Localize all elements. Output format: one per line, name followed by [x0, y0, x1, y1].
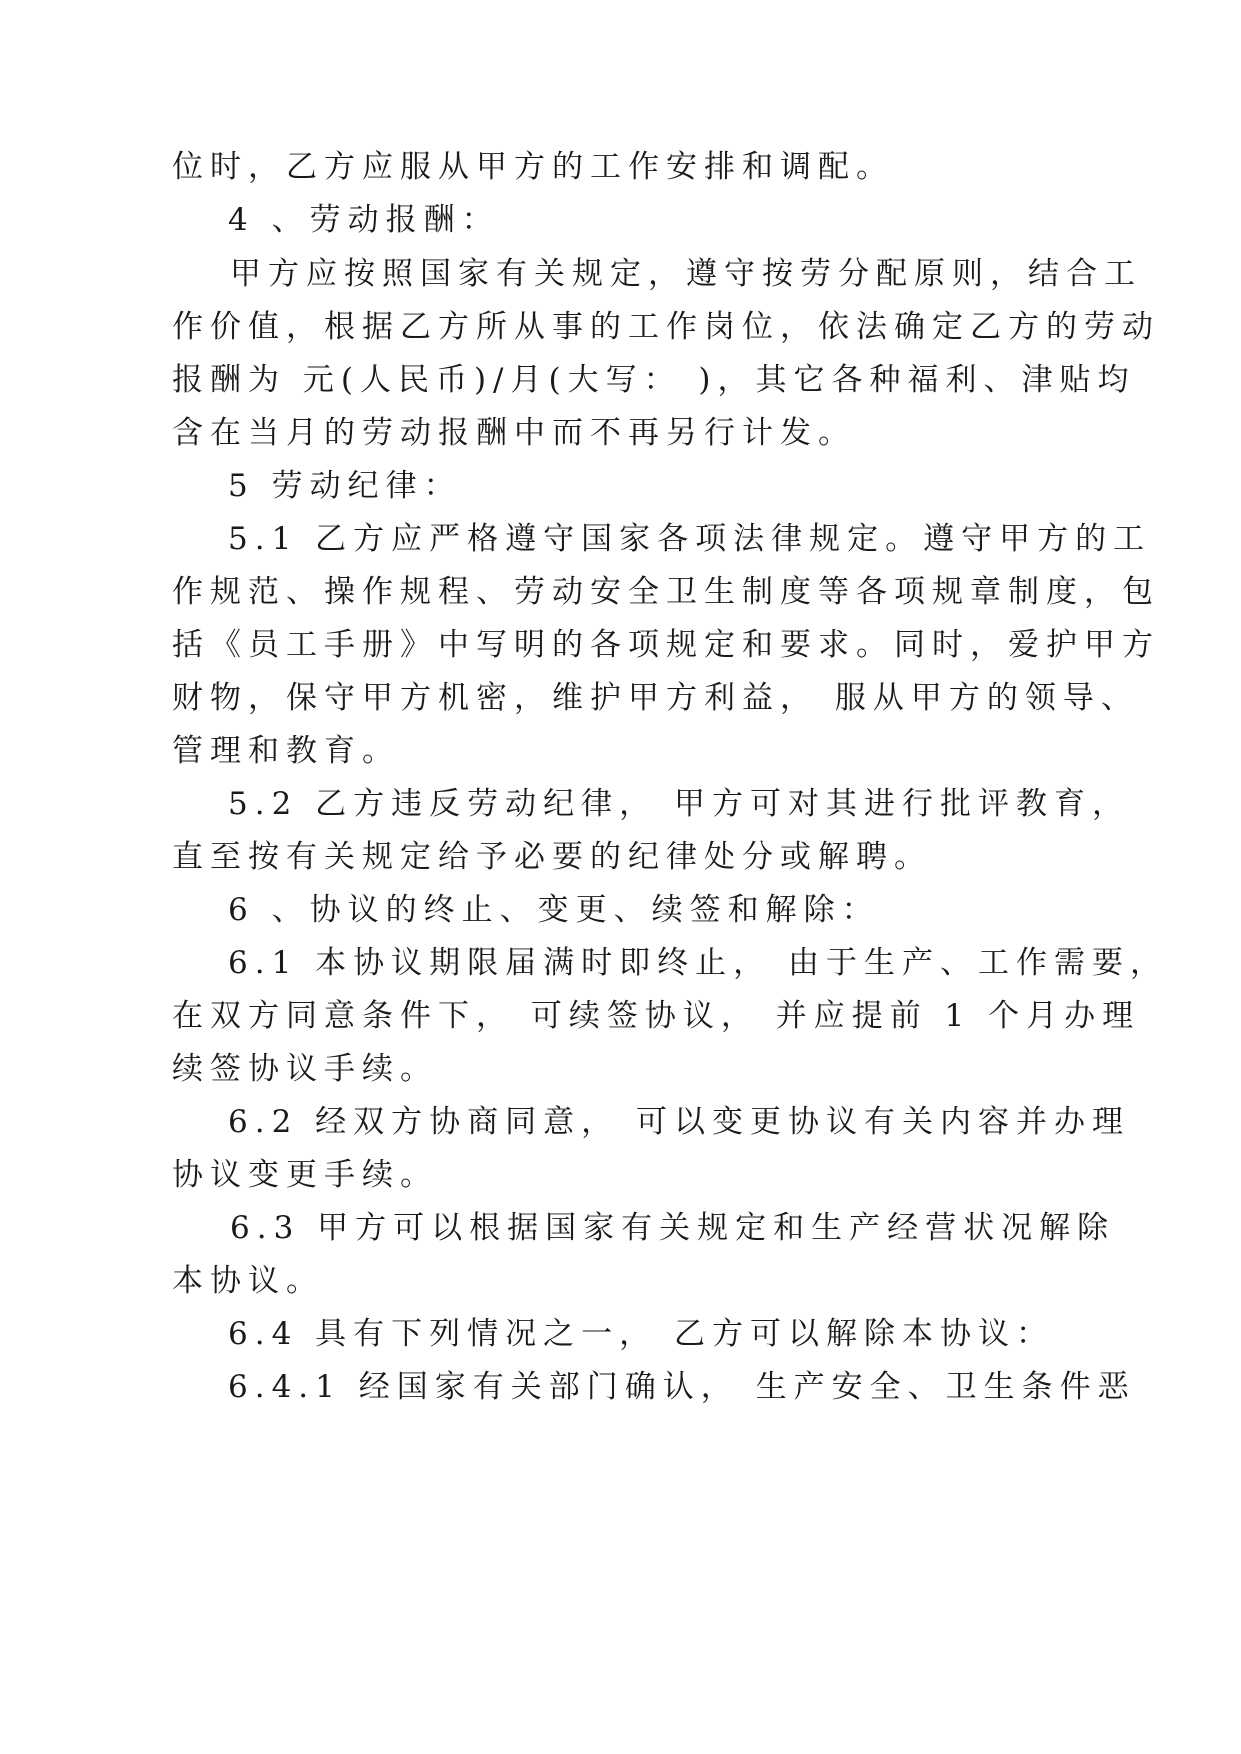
text-line: 6.2 经双方协商同意， 可以变更协议有关内容并办理	[228, 1104, 1131, 1140]
text-line: 甲方应按照国家有关规定，遵守按劳分配原则，结合工	[230, 256, 1142, 292]
text-line: 5.2 乙方违反劳动纪律， 甲方可对其进行批评教育，	[228, 786, 1131, 822]
section-heading: 5 劳动纪律：	[228, 468, 462, 504]
text-line: 含在当月的劳动报酬中而不再另行计发。	[172, 415, 856, 451]
text-line: 作规范、操作规程、劳动安全卫生制度等各项规章制度，包	[172, 574, 1160, 610]
text-line: 作价值，根据乙方所从事的工作岗位，依法确定乙方的劳动	[172, 309, 1160, 345]
text-line: 6.4 具有下列情况之一， 乙方可以解除本协议：	[228, 1316, 1055, 1352]
text-line: 括《员工手册》中写明的各项规定和要求。同时，爱护甲方	[172, 627, 1160, 663]
section-heading: 4 、劳动报酬：	[228, 202, 500, 238]
text-line: 财物，保守甲方机密，维护甲方利益， 服从甲方的领导、	[172, 680, 1139, 716]
text-line: 6.1 本协议期限届满时即终止， 由于生产、工作需要，	[228, 945, 1169, 981]
text-line: 管理和教育。	[172, 733, 400, 769]
text-line: 位时，乙方应服从甲方的工作安排和调配。	[172, 149, 894, 185]
text-line: 续签协议手续。	[172, 1051, 438, 1087]
text-line: 5.1 乙方应严格遵守国家各项法律规定。遵守甲方的工	[228, 521, 1152, 557]
section-heading: 6 、协议的终止、变更、续签和解除：	[228, 892, 880, 928]
text-line: 直至按有关规定给予必要的纪律处分或解聘。	[172, 839, 932, 875]
text-line: 本协议。	[172, 1263, 324, 1299]
text-line: 报酬为 元(人民币)/月(大写： )，其它各种福利、津贴均	[172, 362, 1136, 398]
text-line: 6.4.1 经国家有关部门确认， 生产安全、卫生条件恶	[228, 1369, 1136, 1405]
text-line: 协议变更手续。	[172, 1157, 438, 1193]
text-line: 6.3 甲方可以根据国家有关规定和生产经营状况解除	[230, 1210, 1116, 1246]
text-line: 在双方同意条件下， 可续签协议， 并应提前 1 个月办理	[172, 998, 1141, 1034]
